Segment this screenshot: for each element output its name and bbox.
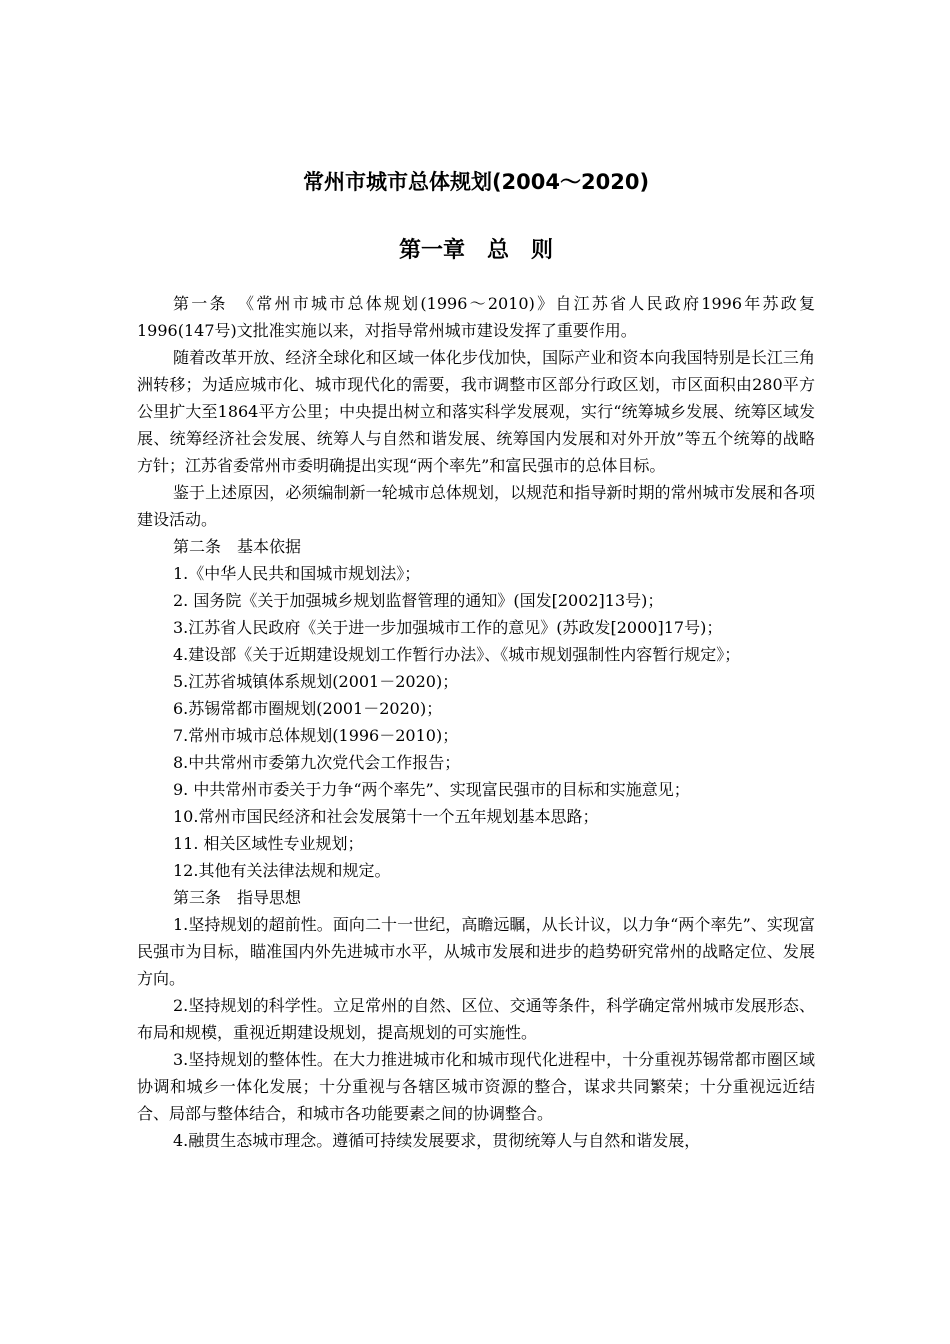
paragraph: 第三条 指导思想 (173, 888, 302, 907)
paragraph: 1.坚持规划的超前性。面向二十一世纪，高瞻远瞩，从长计议，以力争“两个率先”、实现富民强市为目标，瞄准国内外先进城市水平，从城市发展和进步的趋势研究常州的战略定位、发展方向。 (137, 915, 815, 988)
document-title: 常州市城市总体规划(2004～2020) (302, 170, 650, 194)
paragraph: 3.江苏省人民政府《关于进一步加强城市工作的意见》(苏政发[2000]17号)； (173, 618, 723, 637)
paragraph: 10.常州市国民经济和社会发展第十一个五年规划基本思路； (173, 807, 599, 826)
paragraph: 第二条 基本依据 (173, 537, 302, 556)
paragraph: 9. 中共常州市委关于力争“两个率先”、实现富民强市的目标和实施意见； (173, 780, 690, 799)
document-body (137, 290, 815, 1154)
paragraph: 4.融贯生态城市理念。遵循可持续发展要求，贯彻统筹人与自然和谐发展， (173, 1131, 701, 1150)
paragraph: 2. 国务院《关于加强城乡规划监督管理的通知》(国发[2002]13号)； (173, 591, 664, 610)
paragraph: 5.江苏省城镇体系规划(2001－2020)； (173, 672, 459, 691)
chapter-title: 第一章 总 则 (398, 238, 553, 263)
paragraph: 11. 相关区域性专业规划； (173, 834, 364, 853)
paragraph: 随着改革开放、经济全球化和区域一体化步伐加快，国际产业和资本向我国特别是长江三角洲转移；为适应城市化、城市现代化的需要，我市调整市区部分行政区划，市区面积由280平方公里扩大至1864平方公里；中央提出树立和落实科学发展观，实行“统筹城乡发展、统筹区域发展、统筹经济社会发展、统筹人与自然和谐发展、统筹国内发展和对外开放”等五个统筹的战略方针；江苏省委常州市委明确提出实现“两个率先”和富民强市的总体目标。 (137, 348, 815, 475)
paragraph: 4.建设部《关于近期建设规划工作暂行办法》、《城市规划强制性内容暂行规定》； (173, 645, 741, 664)
paragraph: 鉴于上述原因，必须编制新一轮城市总体规划，以规范和指导新时期的常州城市发展和各项建设活动。 (137, 483, 815, 529)
paragraph: 12.其他有关法律法规和规定。 (173, 861, 391, 880)
paragraph: 6.苏锡常都市圈规划(2001－2020)； (173, 699, 443, 718)
paragraph: 1.《中华人民共和国城市规划法》； (173, 564, 421, 583)
paragraph: 第一条 《常州市城市总体规划(1996～2010)》自江苏省人民政府1996年苏政复1996(147号)文批准实施以来，对指导常州城市建设发挥了重要作用。 (137, 294, 815, 340)
paragraph: 7.常州市城市总体规划(1996－2010)； (173, 726, 459, 745)
paragraph: 8.中共常州市委第九次党代会工作报告； (173, 753, 461, 772)
paragraph: 2.坚持规划的科学性。立足常州的自然、区位、交通等条件，科学确定常州城市发展形态、布局和规模，重视近期建设规划，提高规划的可实施性。 (137, 996, 815, 1042)
paragraph: 3.坚持规划的整体性。在大力推进城市化和城市现代化进程中，十分重视苏锡常都市圈区域协调和城乡一体化发展；十分重视与各辖区城市资源的整合，谋求共同繁荣；十分重视远近结合、局部与整体结合，和城市各功能要素之间的协调整合。 (137, 1050, 815, 1123)
